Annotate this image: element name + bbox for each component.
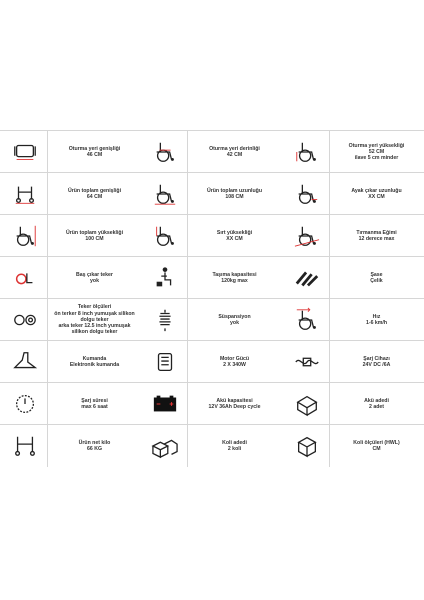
spec-value: XX CM [368, 194, 385, 200]
spec-label: Oturma yeri genişliği [68, 145, 121, 152]
spec-label: Koli adedi [222, 439, 247, 446]
spec-cell [285, 215, 423, 257]
spec-label: Oturma yeri derinliği [209, 145, 260, 152]
spec-text [48, 425, 141, 467]
spec-row [0, 172, 424, 215]
spec-text [188, 299, 281, 341]
spec-text [330, 341, 423, 383]
spec-text [48, 383, 141, 425]
spec-text [48, 173, 141, 215]
spec-value: 100 CM [85, 236, 104, 242]
spec-cell [285, 383, 423, 425]
net-weight-icon [3, 425, 48, 467]
spec-text [188, 131, 281, 173]
spec-cell [143, 131, 281, 173]
spec-label: Akü kapasitesi [216, 397, 253, 404]
spec-label: Ürün toplam uzunluğu [206, 187, 263, 194]
spec-row [0, 424, 424, 467]
spec-value: Elektronik kumanda [69, 362, 120, 368]
battery-icon [143, 383, 188, 425]
seat-depth-icon [143, 131, 188, 173]
spec-value: 2 X 340W [223, 362, 246, 368]
spec-cell [143, 383, 281, 425]
spec-cell [143, 425, 281, 467]
charger-icon [285, 341, 330, 383]
spec-text [188, 383, 281, 425]
spec-row [0, 130, 424, 173]
product-height-icon [3, 215, 48, 257]
climbing-slope-icon [285, 215, 330, 257]
spec-label: Hız [372, 313, 381, 320]
spec-cell [143, 215, 281, 257]
spec-cell [143, 299, 281, 341]
spec-cell [285, 173, 423, 215]
spec-cell [3, 173, 141, 215]
spec-label: Motor Gücü [219, 355, 250, 362]
product-length-icon [143, 173, 188, 215]
spec-value: 2 adet [369, 404, 384, 410]
spec-text [188, 215, 281, 257]
spec-label: Şase [370, 271, 383, 278]
spec-label: Tırmanma Eğimi [356, 229, 397, 236]
spec-cell [285, 341, 423, 383]
spec-cell [3, 341, 141, 383]
spec-cell [285, 425, 423, 467]
spec-value: 64 CM [86, 194, 103, 200]
motor-icon [143, 341, 188, 383]
spec-label: Baş çıkar teker [76, 271, 113, 278]
spec-label: Şarj süresi [81, 397, 108, 404]
spec-cell [3, 215, 141, 257]
seat-width-icon [3, 131, 48, 173]
carrying-capacity-icon [143, 257, 188, 299]
spec-value: 108 CM [225, 194, 244, 200]
box-count-icon [143, 425, 188, 467]
spec-row [0, 256, 424, 299]
spec-cell [143, 257, 281, 299]
suspension-icon [143, 299, 188, 341]
spec-label: Taşıma kapasitesi [212, 271, 257, 278]
spec-text [188, 173, 281, 215]
spec-label: Kumanda [82, 355, 107, 362]
spec-value: 66 KG [87, 446, 102, 452]
spec-text [330, 257, 423, 299]
spec-cell [3, 425, 141, 467]
spec-row [0, 382, 424, 425]
spec-cell [3, 257, 141, 299]
footrest-length-icon [285, 173, 330, 215]
spec-cell [143, 341, 281, 383]
spec-row [0, 340, 424, 383]
spec-text [48, 299, 141, 341]
spec-value: ilave 5 cm minder [354, 155, 399, 162]
spec-value: dolgu teker [80, 316, 109, 323]
spec-text [48, 215, 141, 257]
spec-text [330, 131, 423, 173]
spec-value: 52 CM [368, 148, 385, 155]
spec-label: Ürün net kilo [78, 439, 111, 446]
chassis-icon [285, 257, 330, 299]
spec-value: 1-6 km/h [365, 320, 388, 326]
spec-label: Sırt yüksekliği [216, 229, 253, 236]
spec-value: 12 derece max [358, 236, 395, 242]
spec-value: silikon dolgu teker [71, 329, 118, 336]
spec-value: CM [372, 446, 381, 452]
controller-icon [3, 341, 48, 383]
spec-text [48, 341, 141, 383]
spec-label: Ayak çıkar uzunluğu [351, 187, 402, 194]
spec-text [330, 383, 423, 425]
spec-value: arka teker 12.5 inch yumuşak [58, 323, 131, 330]
spec-cell [3, 383, 141, 425]
spec-label: Ürün toplam genişliği [67, 187, 122, 194]
spec-value: ön terker 8 inch yumuşak silikon [54, 310, 135, 317]
spec-row [0, 298, 424, 341]
spec-cell [143, 173, 281, 215]
spec-text [188, 341, 281, 383]
spec-label: Koli ölçüleri (HWL) [353, 439, 400, 446]
spec-cell [3, 299, 141, 341]
spec-value: 46 CM [86, 152, 103, 158]
back-height-icon [143, 215, 188, 257]
spec-label: Akü adedi [364, 397, 389, 404]
spec-value: yok [90, 278, 99, 284]
spec-text [188, 257, 281, 299]
speed-icon [285, 299, 330, 341]
seat-height-icon [285, 131, 330, 173]
charge-time-icon [3, 383, 48, 425]
spec-text [330, 215, 423, 257]
spec-cell [285, 257, 423, 299]
spec-value: 120kg max [221, 278, 248, 284]
spec-label: Oturma yeri yüksekliği [348, 142, 405, 149]
spec-cell [3, 131, 141, 173]
spec-value: XX CM [226, 236, 243, 242]
spec-value: yok [230, 320, 239, 326]
spec-label: Teker ölçüleri [77, 304, 112, 311]
spec-text [48, 257, 141, 299]
spec-text [188, 425, 281, 467]
spec-text [330, 425, 423, 467]
spec-text [48, 131, 141, 173]
spec-row [0, 214, 424, 257]
spec-value: 2 koli [227, 446, 242, 452]
spec-value: 24V DC /6A [362, 362, 391, 368]
battery-count-icon [285, 383, 330, 425]
spec-label: Şarj Cihazı [363, 355, 390, 362]
product-width-icon [3, 173, 48, 215]
spec-text [330, 173, 423, 215]
spec-cell [285, 299, 423, 341]
spec-value: Çelik [370, 278, 383, 284]
spec-value: 42 CM [226, 152, 243, 158]
box-size-icon [285, 425, 330, 467]
spec-label: Ürün toplam yüksekliği [65, 229, 124, 236]
spec-label: Süspansiyon [218, 313, 251, 320]
spec-value: max 6 saat [81, 404, 108, 410]
spec-cell [285, 131, 423, 173]
spec-text [330, 299, 423, 341]
wheel-size-icon [3, 299, 48, 341]
spec-value: 12V 36Ah Deep cycle [208, 404, 261, 410]
head-wheel-icon [3, 257, 48, 299]
